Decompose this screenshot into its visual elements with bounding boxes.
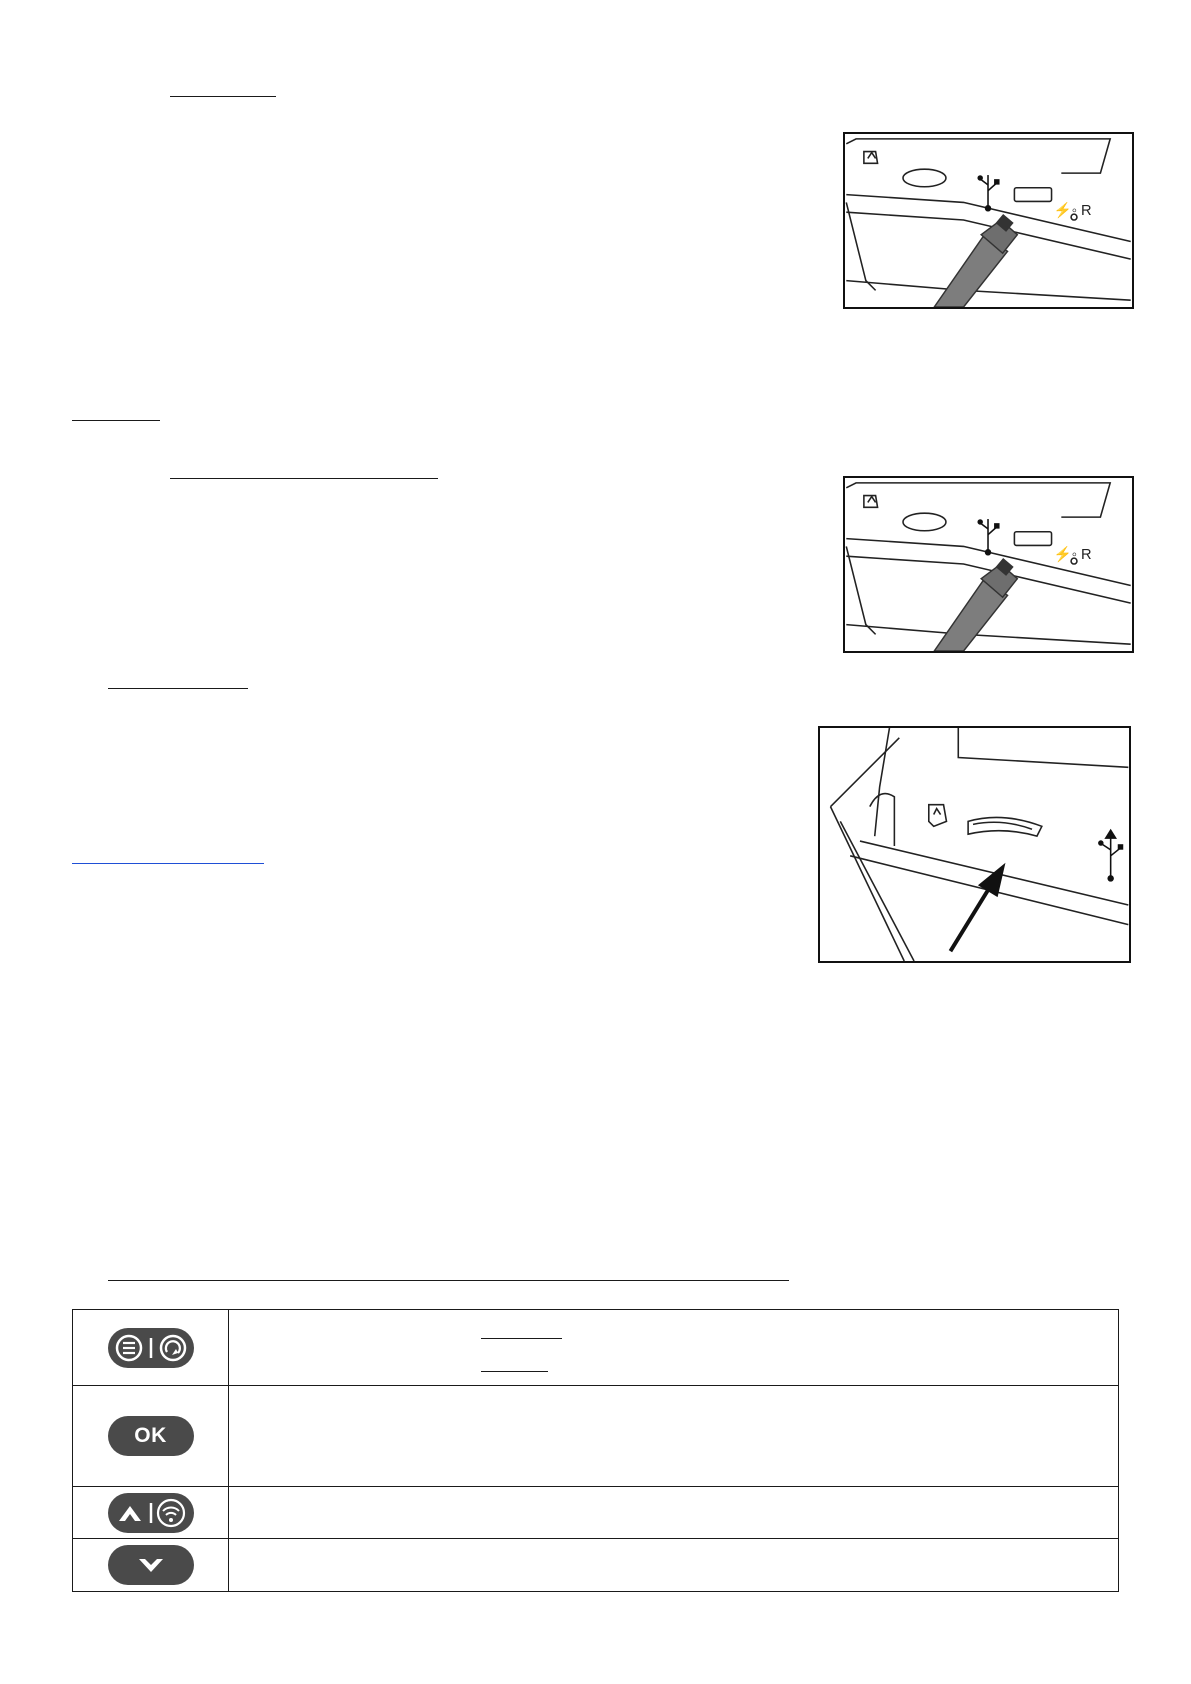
usb-port-figure-1	[843, 132, 1134, 309]
sd-card-slot-illustration	[820, 728, 1129, 961]
description-cell	[229, 1310, 1119, 1386]
heading-underline-4	[108, 688, 248, 689]
icon-cell	[73, 1386, 229, 1487]
ok-icon: OK	[134, 1424, 167, 1447]
description-underline-2	[481, 1371, 548, 1372]
sd-slot-figure	[818, 726, 1131, 963]
ok-button	[108, 1416, 194, 1456]
down-button	[108, 1545, 194, 1585]
up-wifi-icon	[108, 1493, 194, 1533]
up-wifi-button	[108, 1493, 194, 1533]
table-row	[73, 1386, 1119, 1487]
heading-underline-1	[170, 96, 276, 97]
svg-text:⚡◦ R: ⚡◦ R	[1053, 203, 1092, 220]
description-cell	[229, 1386, 1119, 1487]
description-underline-1	[481, 1338, 562, 1339]
heading-underline-3	[170, 478, 438, 479]
icon-cell	[73, 1539, 229, 1592]
link-underline[interactable]	[72, 863, 264, 864]
usb-cable-port-illustration	[845, 134, 1132, 307]
usb-cable-port-illustration	[845, 478, 1132, 651]
menu-return-icon	[108, 1328, 194, 1368]
svg-text:⚡◦ R: ⚡◦ R	[1053, 547, 1092, 564]
table-row	[73, 1310, 1119, 1386]
table-row	[73, 1487, 1119, 1539]
controls-table	[72, 1309, 1119, 1592]
heading-underline-2	[72, 420, 160, 421]
description-cell	[229, 1539, 1119, 1592]
usb-port-figure-2	[843, 476, 1134, 653]
icon-cell	[73, 1310, 229, 1386]
down-icon	[108, 1545, 194, 1585]
section-heading-underline	[108, 1280, 789, 1281]
menu-return-button	[108, 1328, 194, 1368]
table-row	[73, 1539, 1119, 1592]
description-cell	[229, 1487, 1119, 1539]
icon-cell	[73, 1487, 229, 1539]
